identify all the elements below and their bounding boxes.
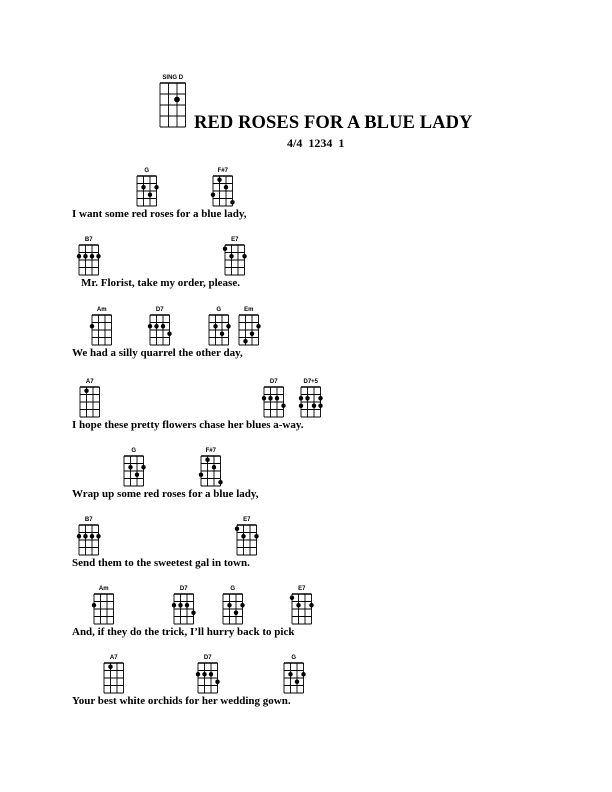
chord-diagram-em — [239, 307, 261, 345]
tempo-marking: 4/4 1234 1 — [287, 136, 345, 150]
chord-name-label: Am — [96, 307, 107, 313]
chord-diagram-g — [137, 168, 159, 206]
chord-diagram-d7 — [262, 379, 286, 417]
chord-diagram-e7 — [223, 237, 247, 275]
finger-dot — [229, 254, 233, 258]
chord-name-label: B7 — [84, 517, 93, 523]
finger-dot — [154, 324, 158, 328]
finger-dot — [90, 534, 94, 538]
finger-dot — [242, 254, 246, 258]
finger-dot — [90, 254, 94, 258]
finger-dot — [172, 603, 176, 607]
chord-diagram-b7 — [77, 237, 101, 275]
finger-dot — [211, 193, 215, 197]
finger-dot — [213, 324, 217, 328]
finger-dot — [178, 603, 182, 607]
chord-diagram-g — [209, 307, 231, 345]
chord-name-label: G — [144, 168, 150, 174]
chord-name-label: D7 — [203, 655, 212, 661]
chord-name-label: E7 — [298, 586, 306, 592]
chord-name-label: D7 — [155, 307, 164, 313]
lyric-line-7: And, if they do the trick, I’ll hurry back to pick — [72, 626, 295, 638]
chord-name-label: D7 — [179, 586, 188, 592]
lyric-line-2: Mr. Florist, take my order, please. — [81, 277, 240, 289]
lyric-line-6: Send them to the sweetest gal in town. — [72, 557, 250, 569]
finger-dot — [312, 404, 316, 408]
finger-dot — [309, 603, 313, 607]
finger-dot — [215, 680, 219, 684]
finger-dot — [254, 534, 258, 538]
chord-diagram-d7 — [172, 586, 196, 624]
lyric-line-1: I want some red roses for a blue lady, — [72, 208, 247, 220]
finger-dot — [295, 680, 299, 684]
chord-name-label: A7 — [85, 379, 94, 385]
finger-dot — [299, 396, 303, 400]
finger-dot — [209, 672, 213, 676]
chord-name-label: Am — [98, 586, 109, 592]
finger-dot — [185, 603, 189, 607]
finger-dot — [96, 254, 100, 258]
chord-diagram-a7 — [80, 379, 100, 417]
finger-dot — [224, 185, 228, 189]
finger-dot — [240, 603, 244, 607]
finger-dot — [288, 672, 292, 676]
finger-dot — [256, 324, 260, 328]
chord-diagram-a7 — [104, 655, 124, 693]
chord-name-label: G — [131, 448, 137, 454]
finger-dot — [77, 254, 81, 258]
finger-dot — [305, 396, 309, 400]
finger-dot — [281, 404, 285, 408]
finger-dot — [83, 534, 87, 538]
chord-diagram-d7 — [196, 655, 220, 693]
finger-dot — [268, 396, 272, 400]
finger-dot — [226, 324, 230, 328]
chord-name-label: A7 — [109, 655, 118, 661]
chord-diagram-f7 — [211, 168, 235, 206]
chord-diagram-am — [92, 586, 114, 624]
chord-name-label: G — [291, 655, 297, 661]
finger-dot — [227, 603, 231, 607]
finger-dot — [275, 396, 279, 400]
chord-diagram-e7 — [235, 517, 259, 555]
finger-dot — [217, 178, 221, 182]
chord-diagram-g — [223, 586, 245, 624]
finger-dot — [92, 603, 96, 607]
finger-dot — [230, 200, 234, 204]
lyric-line-5: Wrap up some red roses for a blue lady, — [72, 488, 259, 500]
chord-name-label: G — [216, 307, 222, 313]
chord-diagram-d7 — [148, 307, 172, 345]
chord-name-label: D7 — [269, 379, 278, 385]
finger-dot — [234, 611, 238, 615]
song-title: RED ROSES FOR A BLUE LADY — [194, 113, 473, 133]
finger-dot — [108, 665, 112, 669]
finger-dot — [205, 458, 209, 462]
finger-dot — [220, 332, 224, 336]
finger-dot — [96, 534, 100, 538]
chord-name-label: G — [230, 586, 236, 592]
chord-diagram-b7 — [77, 517, 101, 555]
finger-dot — [148, 193, 152, 197]
chord-diagram-g — [284, 655, 306, 693]
chord-diagram-d75 — [299, 379, 323, 417]
chord-name-label: D7+5 — [303, 379, 319, 385]
finger-dot — [141, 185, 145, 189]
lyric-line-4: I hope these pretty flowers chase her blues a-way. — [72, 419, 304, 431]
finger-dot — [212, 465, 216, 469]
finger-dot — [199, 473, 203, 477]
lyric-line-3: We had a silly quarrel the other day, — [72, 347, 243, 359]
chord-diagram-f7 — [199, 448, 223, 486]
finger-dot — [135, 473, 139, 477]
finger-dot — [262, 396, 266, 400]
finger-dot — [243, 339, 247, 343]
sing-note-diagram — [160, 75, 186, 127]
chord-diagram-am — [90, 307, 112, 345]
lyric-line-8: Your best white orchids for her wedding gown. — [72, 695, 291, 707]
chord-name-label: B7 — [84, 237, 93, 243]
finger-dot — [154, 185, 158, 189]
finger-dot — [241, 534, 245, 538]
finger-dot — [318, 396, 322, 400]
finger-dot — [202, 672, 206, 676]
finger-dot — [318, 404, 322, 408]
finger-dot — [250, 332, 254, 336]
finger-dot — [128, 465, 132, 469]
finger-dot — [196, 672, 200, 676]
chord-diagram-g — [124, 448, 146, 486]
finger-dot — [235, 527, 239, 531]
finger-dot — [223, 247, 227, 251]
chord-name-label: SING D — [162, 75, 184, 81]
finger-dot — [299, 404, 303, 408]
chord-name-label: F#7 — [205, 448, 216, 454]
chord-name-label: E7 — [231, 237, 239, 243]
finger-dot — [161, 324, 165, 328]
finger-dot — [148, 324, 152, 328]
finger-dot — [174, 97, 180, 103]
chord-name-label: F#7 — [217, 168, 228, 174]
finger-dot — [290, 596, 294, 600]
finger-dot — [83, 254, 87, 258]
finger-dot — [191, 611, 195, 615]
finger-dot — [218, 480, 222, 484]
chord-name-label: E7 — [243, 517, 251, 523]
finger-dot — [90, 324, 94, 328]
finger-dot — [141, 465, 145, 469]
finger-dot — [167, 332, 171, 336]
chord-diagram-e7 — [290, 586, 314, 624]
finger-dot — [77, 534, 81, 538]
chord-name-label: Em — [244, 307, 254, 313]
finger-dot — [301, 672, 305, 676]
finger-dot — [84, 389, 88, 393]
finger-dot — [296, 603, 300, 607]
